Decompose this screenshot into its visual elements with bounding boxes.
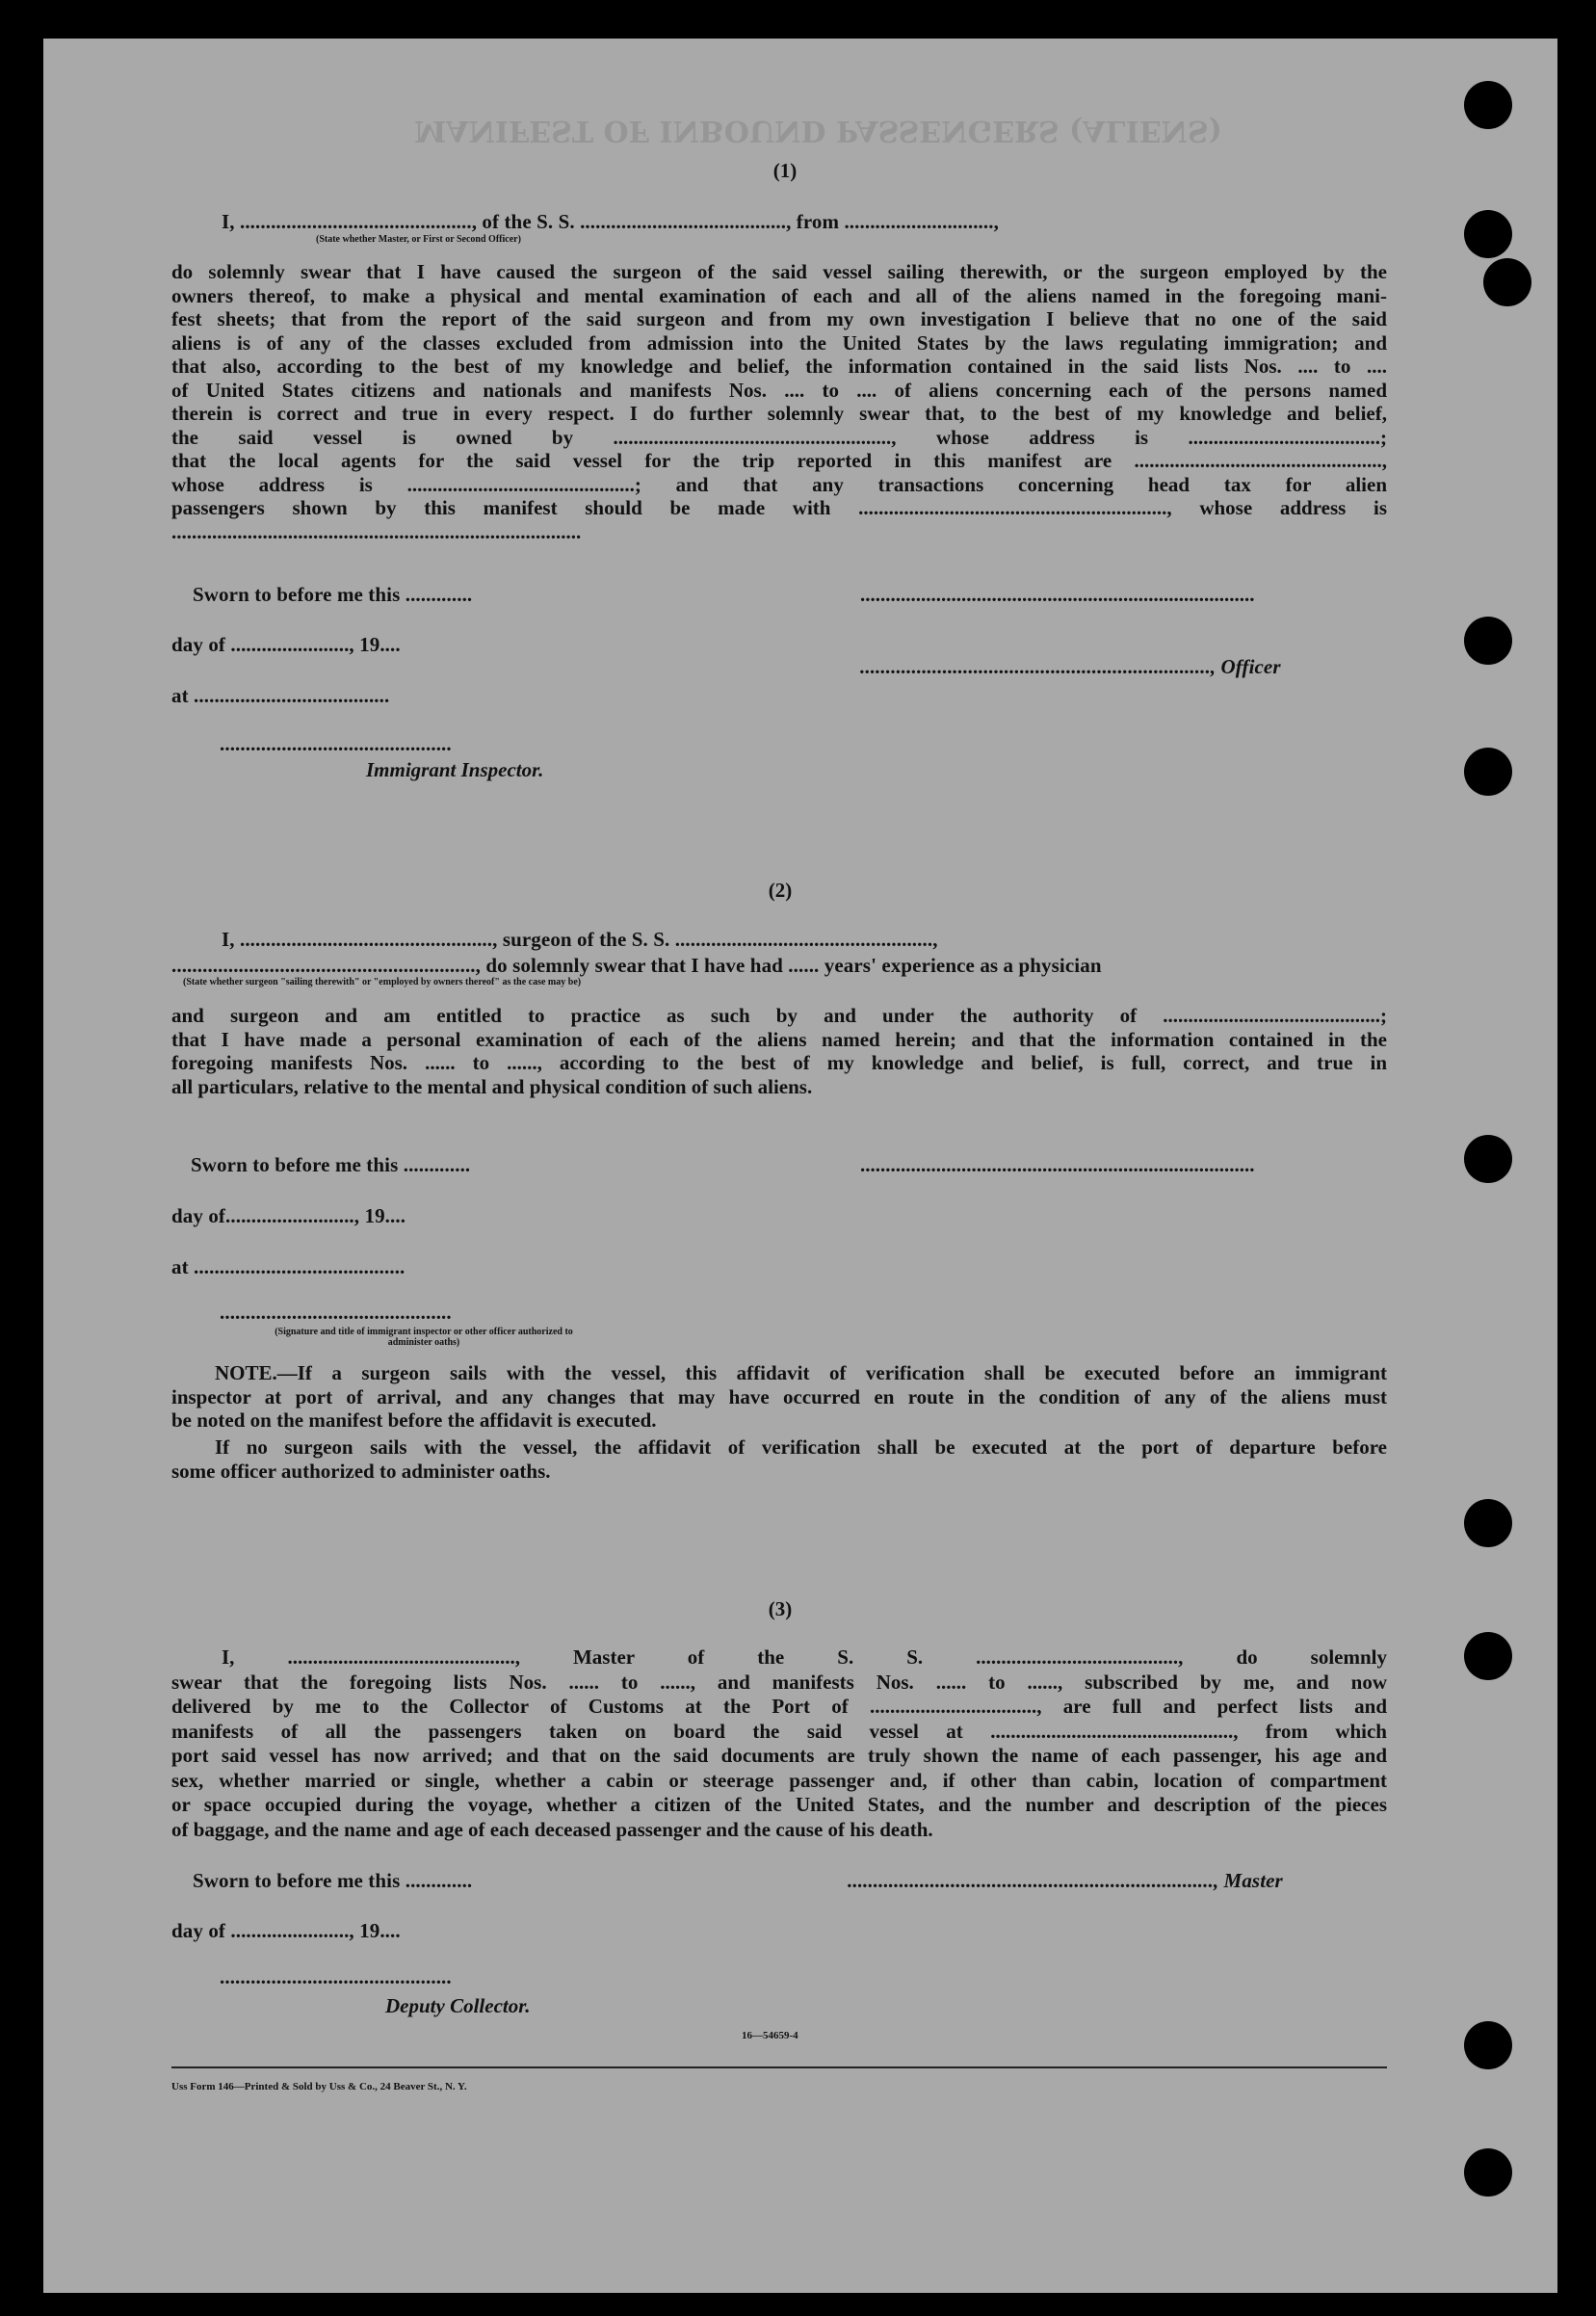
section-1-first-line: I, ............................................., of the S. S. ........................................, from ............................., xyxy=(222,210,999,233)
punch-hole xyxy=(1464,81,1512,129)
section-2-first-line: I, ................................................., surgeon of the S. S. .................................................., xyxy=(222,928,938,951)
section-3-sworn: Sworn to before me this ............. xyxy=(193,1869,473,1892)
section-1-right-signature-line: .............................................................................. xyxy=(860,583,1255,606)
section-2-second-line: ..........................................................., do solemnly swear that I have had ...... years' experience as a physician xyxy=(171,954,1102,977)
section-2-oath-paragraph: and surgeon and am entitled to practice as such by and under the authority of ...........................................; that I have made a personal examination of each of the aliens named herein; and that the information contained in the foregoing manifests Nos. ...... to ......, according to the best of my knowledge and belief, is full, correct, and true in all particulars, relative to the mental and physical condition of such aliens. xyxy=(171,1004,1387,1098)
punch-hole xyxy=(1464,210,1512,258)
punch-hole xyxy=(1464,748,1512,796)
section-3-collector-signature-line: ............................................. xyxy=(220,1965,452,1988)
section-1-inspector-label: Immigrant Inspector. xyxy=(366,758,544,781)
section-3-number: (3) xyxy=(768,1597,793,1620)
section-2-right-signature-line: .............................................................................. xyxy=(860,1153,1255,1176)
section-2-day-of: day of........................., 19.... xyxy=(171,1204,406,1227)
section-2-sworn: Sworn to before me this ............. xyxy=(191,1153,471,1176)
section-3-day-of: day of ......................., 19.... xyxy=(171,1919,401,1942)
punch-hole xyxy=(1464,1135,1512,1183)
section-2-at: at ......................................... xyxy=(171,1255,406,1278)
section-1-at: at ...................................... xyxy=(171,684,390,707)
printer-credit: Uss Form 146—Printed & Sold by Uss & Co., 24 Beaver St., N. Y. xyxy=(171,2081,467,2092)
punch-hole xyxy=(1464,1632,1512,1680)
section-1-oath-paragraph: do solemnly swear that I have caused the surgeon of the said vessel sailing therewith, or the surgeon employed by the owners thereof, to make a physical and mental examination of each and all of the aliens named in the foregoing mani- fest sheets; that from the report of the said surgeon and from my own investigation I believe that no one of the said aliens is of any of the classes excluded from admission into the United States by the laws regulating immigration; and that also, according to the best of my knowledge and belief, the information contained in the said lists Nos. .... to .... of United States citizens and nationals and manifests Nos. .... to .... of aliens concerning each of the persons named therein is correct and true in every respect. I do further solemnly swear that, to the best of my knowledge and belief, the said vessel is owned by ......................................................., whose address is ......................................; that the local agents for the said vessel for the trip reported in this manifest are ................................................., whose address is .............................................; and that any transactions concerning head tax for alien passengers shown by this manifest should be made with ............................................................., whose address is ................................................................................. xyxy=(171,260,1387,543)
section-3-oath-paragraph: I, ............................................., Master of the S. S. ........................................, do solemnly swear that the foregoing lists Nos. ...... to ......, and manifests Nos. ...... to ......, subscribed by me, and now delivered by me to the Collector of Customs at the Port of ................................., are full and perfect lists and manifests of all the passengers taken on board the said vessel at ................................................, from which port said vessel has now arrived; and that on the said documents are truly shown the name of each passenger, his age and sex, whether married or single, whether a cabin or steerage passenger and, if other than cabin, location of compartment or space occupied during the voyage, whether a citizen of the United States, and the number and description of the pieces of baggage, and the name and age of each deceased passenger and the cause of his death. xyxy=(171,1645,1387,1841)
section-2-surgeon-hint: (State whether surgeon "sailing therewith" or "employed by owners thereof" as the case may be) xyxy=(183,977,582,987)
section-1-day-of: day of ......................., 19.... xyxy=(171,633,401,656)
form-code: 16—54659-4 xyxy=(742,2030,798,2041)
punch-hole xyxy=(1464,2021,1512,2069)
section-1-sworn: Sworn to before me this ............. xyxy=(193,583,473,606)
section-3-master-line: ......................................................................., Master xyxy=(848,1869,1283,1892)
bleed-through-header: MANIFEST OF INBOUND PASSENGERS (ALIENS) xyxy=(414,114,1222,147)
section-1-number: (1) xyxy=(772,159,798,182)
section-3-collector-label: Deputy Collector. xyxy=(385,1994,531,2017)
punch-hole xyxy=(1464,1499,1512,1547)
section-2-number: (2) xyxy=(768,879,793,902)
section-1-officer-line: ...................................................................., Officer xyxy=(860,655,1281,678)
section-1-inspector-signature-line: ............................................. xyxy=(220,732,452,755)
section-2-signature-caption: (Signature and title of immigrant inspector or other officer authorized to administer oaths) xyxy=(275,1327,573,1348)
section-2-note: NOTE.—If a surgeon sails with the vessel, this affidavit of verification shall be executed before an immigrant inspector at port of arrival, and any changes that may have occurred en route in the condition of any of the aliens must be noted on the manifest before the affidavit is executed. xyxy=(171,1361,1387,1432)
section-2-note-2: If no surgeon sails with the vessel, the affidavit of verification shall be executed at the port of departure before some officer authorized to administer oaths. xyxy=(171,1435,1387,1483)
punch-hole xyxy=(1464,617,1512,665)
section-2-inspector-signature-line: ............................................. xyxy=(220,1301,452,1324)
section-1-officer-hint: (State whether Master, or First or Second Officer) xyxy=(316,234,521,245)
punch-hole xyxy=(1483,258,1531,306)
footer-rule xyxy=(171,2066,1387,2068)
punch-hole xyxy=(1464,2148,1512,2197)
